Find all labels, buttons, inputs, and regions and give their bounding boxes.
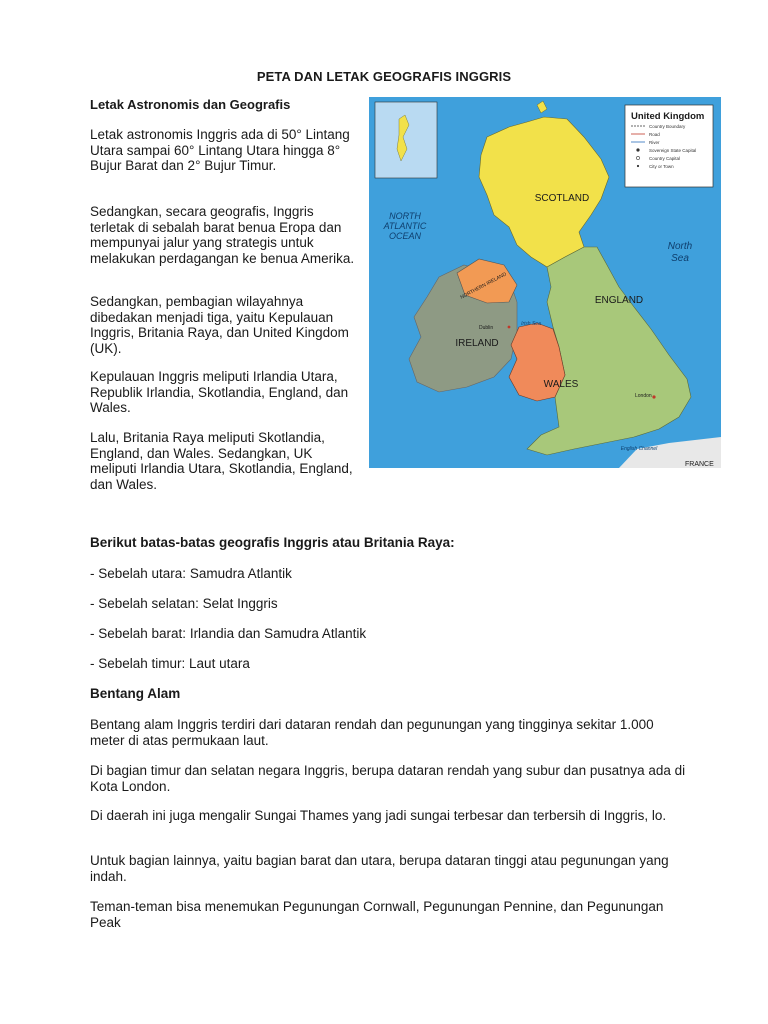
- paragraph-astronomi: Letak astronomis Inggris ada di 50° Lintang Utara sampai 60° Lintang Utara hingga 8° Bujur Barat dan 2° Bujur Timur.: [90, 127, 350, 173]
- region-label-northern-ireland: NORTHERN IRELAND: [459, 271, 508, 301]
- landscape-paragraph: Teman-teman bisa menemukan Pegunungan Cornwall, Pegunungan Pennine, dan Pegunungan Peak: [90, 899, 664, 930]
- sea-label: NORTH: [389, 211, 421, 221]
- region-label-england: ENGLAND: [594, 295, 644, 306]
- landscape-paragraph: Di daerah ini juga mengalir Sungai Thames yang jadi sungai terbesar dan terbersih di Inggris, lo.: [90, 808, 667, 823]
- subheading-astronomi: Letak Astronomis dan Geografis: [90, 97, 291, 112]
- borders-heading: Berikut batas-batas geografis Inggris atau Britania Raya:: [90, 535, 455, 550]
- paragraph-kepulauan: Kepulauan Inggris meliputi Irlandia Utara, Republik Irlandia, Skotlandia, England, dan Wales.: [90, 369, 349, 415]
- legend-item: Country Capital: [649, 156, 681, 161]
- border-north: - Sebelah utara: Samudra Atlantik: [90, 566, 292, 581]
- uk-map: [369, 97, 721, 468]
- sea-label: Irish Sea: [521, 321, 541, 327]
- sea-label: ATLANTIC: [383, 221, 427, 231]
- sea-label: English Channel: [620, 446, 658, 452]
- border-south: - Sebelah selatan: Selat Inggris: [90, 596, 278, 611]
- legend-item: Sovereign State Capital: [649, 148, 697, 153]
- landscape-paragraph: Di bagian timur dan selatan negara Inggris, berupa dataran rendah yang subur dan pusatnya ada di Kota London.: [90, 763, 686, 794]
- region-label-ireland: IRELAND: [455, 338, 499, 349]
- legend-item: City or Town: [649, 164, 674, 169]
- border-west: - Sebelah barat: Irlandia dan Samudra Atlantik: [90, 626, 367, 641]
- sea-label: Sea: [671, 253, 689, 264]
- sea-label: OCEAN: [388, 231, 422, 241]
- paragraph-pembagian: Sedangkan, pembagian wilayahnya dibedakan menjadi tiga, yaitu Kepulauan Inggris, Britania Raya, dan United Kingdom (UK).: [90, 294, 349, 356]
- sea-label: North: [667, 241, 693, 252]
- landscape-paragraph: Bentang alam Inggris terdiri dari dataran rendah dan pegunungan yang tingginya sekitar 1.000 meter di atas permukaan laut.: [90, 717, 654, 748]
- region-label-france: FRANCE: [685, 461, 714, 468]
- paragraph-britania: Lalu, Britania Raya meliputi Skotlandia, England, dan Wales. Sedangkan, UK meliputi Irlandia Utara, Skotlandia, England, dan Wales.: [90, 430, 353, 492]
- page-title: PETA DAN LETAK GEOGRAFIS INGGRIS: [256, 69, 512, 84]
- landscape-heading: Bentang Alam: [90, 686, 181, 701]
- inset-map: [375, 102, 437, 178]
- legend-item: River: [649, 140, 660, 145]
- legend-title: United Kingdom: [631, 111, 705, 122]
- legend-item: Country Boundary: [649, 124, 686, 129]
- paragraph-geografis: Sedangkan, secara geografis, Inggris terletak di sebalah barat benua Eropa dan mempunyai jalur yang strategis untuk melakukan perdagangan ke benua Amerika.: [90, 204, 355, 266]
- border-east: - Sebelah timur: Laut utara: [90, 656, 250, 671]
- landscape-paragraph: Untuk bagian lainnya, yaitu bagian barat dan utara, berupa dataran tinggi atau pegunungan yang indah.: [90, 853, 669, 884]
- city-label-london: London: [635, 393, 652, 399]
- city-label-dublin: Dublin: [479, 325, 494, 331]
- region-label-wales: WALES: [543, 379, 579, 390]
- legend-item: Road: [649, 132, 660, 137]
- region-label-scotland: SCOTLAND: [534, 193, 590, 204]
